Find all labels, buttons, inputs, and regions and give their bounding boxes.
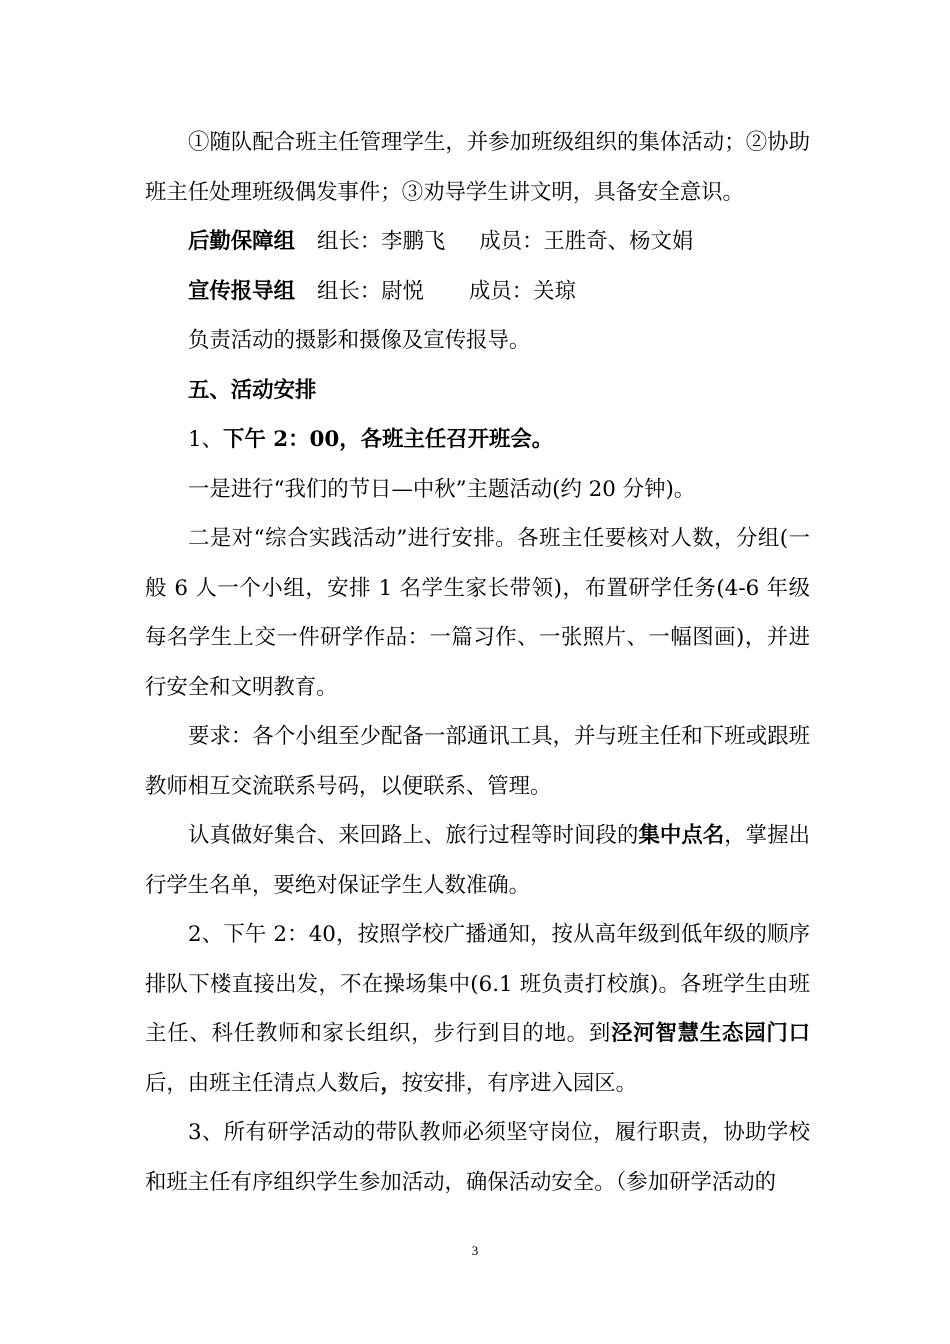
paragraph-duties: ①随队配合班主任管理学生，并参加班级组织的集体活动；②协助班主任处理班级偶发事件；③劝导学生讲文明，具备安全意识。 (145, 130, 810, 205)
paragraph-logistics-group (145, 217, 810, 267)
rollcall-bold: 集中点名 (638, 823, 725, 848)
logistics-group-name: 后勤保障组 (188, 229, 295, 254)
publicity-group-members: 成员：关琼 (468, 278, 576, 304)
item-2-text-b: 后，由班主任清点人数后 (145, 1070, 381, 1096)
rollcall-before: 认真做好集合、来回路上、旅行过程等时间段的 (188, 823, 639, 848)
item-2-destination: 泾河智慧生态园门口 (611, 1021, 810, 1046)
item-1-text: 下午 2：00，各班主任召开班会。 (223, 427, 554, 452)
paragraph-item-1 (145, 415, 810, 465)
rollcall-after: ，掌握出行学生名单，要绝对保证学生人数准确。 (145, 823, 810, 898)
logistics-group-leader: 组长：李鹏飞 (316, 229, 446, 254)
section-heading: 五、活动安排 (188, 377, 317, 403)
item-2-text-a: 2、下午 2：40，按照学校广播通知，按从高年级到低年级的顺序排队下楼直接出发，不在操场集中(6.1 班负责打校旗)。各班学生由班主任、科任教师和家长组织，步行到目的地。到 (145, 922, 810, 1046)
paragraph-item-2 (145, 910, 810, 1108)
publicity-group-leader: 组长：尉悦 (316, 278, 424, 304)
paragraph-item-3: 3、所有研学活动的带队教师必须坚守岗位，履行职责，协助学校和班主任有序组织学生参加活动，确保活动安全。（参加研学活动的 (145, 1120, 810, 1195)
page-number: 3 (471, 1243, 479, 1258)
paragraph-publicity-group (145, 267, 810, 317)
paragraph-item-1-b: 二是对“综合实践活动”进行安排。各班主任要核对人数，分组(一般 6 人一个小组，安排 1 名学生家长带领)，布置研学任务(4-6 年级每名学生上交一件研学作品：一篇习作、一张照片、一幅图画)，并进行安全和文明教育。 (145, 526, 810, 700)
item-2-text-c: 按安排，有序进入园区。 (401, 1070, 638, 1096)
paragraph-rollcall (145, 811, 810, 910)
logistics-group-members: 成员：王胜奇、杨文娟 (479, 229, 694, 254)
document-page (145, 118, 810, 1207)
item-1-number: 1、 (188, 427, 224, 452)
item-2-comma: ， (380, 1070, 402, 1096)
paragraph-requirement: 要求：各个小组至少配备一部通讯工具，并与班主任和下班或跟班教师相互交流联系号码，以便联系、管理。 (145, 724, 810, 799)
paragraph-publicity-duty: 负责活动的摄影和摄像及宣传报导。 (188, 328, 531, 353)
paragraph-item-1-a: 一是进行“我们的节日—中秋”主题活动(约 20 分钟)。 (188, 476, 696, 502)
publicity-group-name: 宣传报导组 (188, 278, 295, 304)
